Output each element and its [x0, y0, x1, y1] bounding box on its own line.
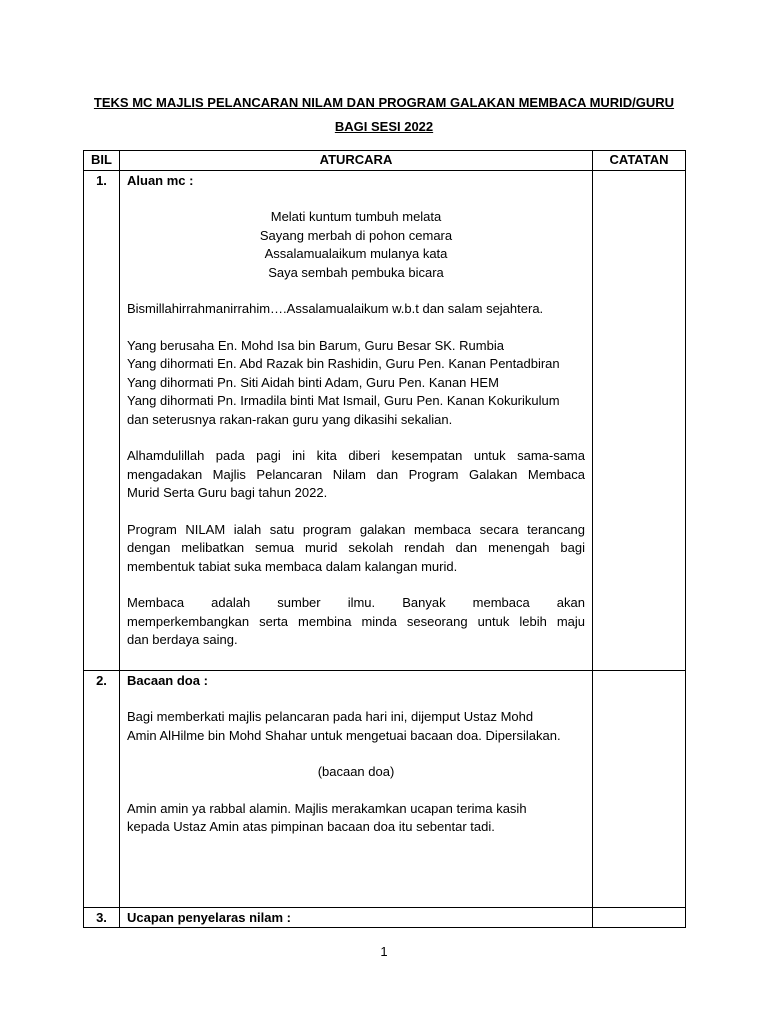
aturcara-table: [83, 150, 686, 928]
row-catatan: [593, 907, 686, 928]
table-row: [84, 907, 686, 928]
paragraph-line: dengan melibatkan semua murid sekolah rendah dan menengah bagi: [127, 540, 585, 555]
pantun-line: Melati kuntum tumbuh melata: [270, 209, 442, 224]
row-content: [120, 670, 593, 907]
dignitary-line: dan seterusnya rakan-rakan guru yang dikasihi sekalian.: [127, 411, 453, 427]
section-heading: Ucapan penyelaras nilam :: [127, 909, 292, 925]
paragraph-line: mengadakan Majlis Pelancaran Nilam dan Program Galakan Membaca: [127, 466, 585, 482]
paragraph-line: memperkembangkan serta membina minda seseorang untuk lebih maju: [127, 613, 585, 629]
dignitary-line: Yang berusaha En. Mohd Isa bin Barum, Guru Besar SK. Rumbia: [127, 337, 504, 353]
row-catatan: [593, 670, 686, 907]
doa-closing: [127, 800, 585, 837]
dignitary-line: Yang dihormati En. Abd Razak bin Rashidin, Guru Pen. Kanan Pentadbiran: [127, 356, 560, 371]
header-catatan: CATATAN: [593, 151, 686, 171]
paragraph-line: Membaca adalah sumber ilmu. Banyak membaca akan: [127, 595, 585, 610]
paragraph-line: membentuk tabiat suka membaca dalam kalangan murid.: [127, 558, 458, 574]
section-heading: Aluan mc :: [127, 172, 194, 188]
paragraph-line: Murid Serta Guru bagi tahun 2022.: [127, 485, 328, 500]
row-catatan: [593, 170, 686, 670]
paragraph-line: Program NILAM ialah satu program galakan membaca secara terancang: [127, 521, 585, 537]
dignitary-line: Yang dihormati Pn. Irmadila binti Mat Ismail, Guru Pen. Kanan Kokurikulum: [127, 393, 560, 408]
row-number: 2.: [84, 670, 120, 907]
paragraph-nilam: [127, 521, 585, 577]
dignitary-line: Yang dihormati Pn. Siti Aidah binti Adam, Guru Pen. Kanan HEM: [127, 374, 499, 390]
table-header-row: [84, 151, 686, 171]
bacaan-doa-note: (bacaan doa): [317, 764, 395, 779]
pantun-line: Sayang merbah di pohon cemara: [259, 227, 453, 243]
document-title-line2: BAGI SESI 2022: [334, 119, 434, 134]
paragraph-line: dan berdaya saing.: [127, 632, 238, 647]
pantun-line: Assalamualaikum mulanya kata: [264, 246, 448, 261]
greeting-text: Bismillahirrahmanirrahim….Assalamualaikum w.b.t dan salam sejahtera.: [127, 301, 544, 316]
dignitaries-list: [127, 337, 585, 430]
paragraph-line: Alhamdulillah pada pagi ini kita diberi kesempatan untuk sama-sama: [127, 448, 585, 463]
paragraph-line: Amin AlHilme bin Mohd Shahar untuk mengetuai bacaan doa. Dipersilakan.: [127, 727, 561, 743]
paragraph-alhamdulillah: [127, 447, 585, 503]
pantun-line: Saya sembah pembuka bicara: [268, 264, 444, 280]
paragraph-line: Amin amin ya rabbal alamin. Majlis merakamkan ucapan terima kasih: [127, 800, 527, 816]
header-bil: BIL: [84, 151, 120, 171]
document-title-line1: TEKS MC MAJLIS PELANCARAN NILAM DAN PROGRAM GALAKAN MEMBACA MURID/GURU: [93, 95, 675, 110]
row-content: [120, 907, 593, 928]
doa-intro: [127, 708, 585, 745]
row-number: 3.: [84, 907, 120, 928]
page-number: 1: [380, 944, 388, 959]
paragraph-line: kepada Ustaz Amin atas pimpinan bacaan doa itu sebentar tadi.: [127, 819, 495, 834]
paragraph-membaca: [127, 594, 585, 650]
section-heading: Bacaan doa :: [127, 672, 208, 688]
paragraph-line: Bagi memberkati majlis pelancaran pada hari ini, dijemput Ustaz Mohd: [127, 709, 534, 724]
row-number: 1.: [84, 170, 120, 670]
pantun: [127, 208, 585, 282]
header-aturcara: ATURCARA: [120, 151, 593, 171]
table-row: [84, 170, 686, 670]
table-row: [84, 670, 686, 907]
row-content: [120, 170, 593, 670]
